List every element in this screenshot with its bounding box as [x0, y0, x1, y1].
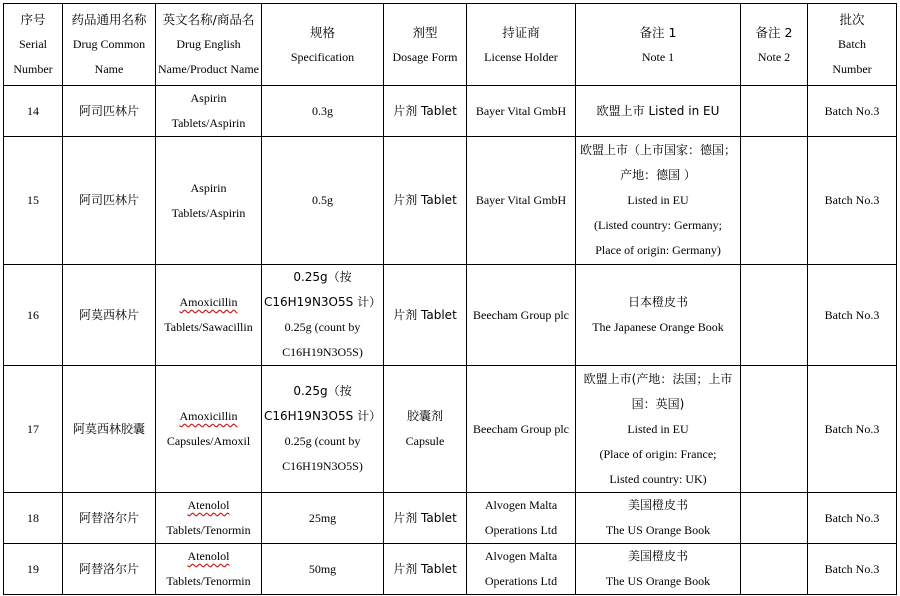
- cell-specification: 0.5g: [262, 137, 384, 265]
- cell-batch: Batch No.3: [808, 544, 897, 595]
- cell-dosage-form: 片剂 Tablet: [384, 544, 467, 595]
- cell-dosage-form: 片剂 Tablet: [384, 137, 467, 265]
- cell-license-holder: Alvogen Malta Operations Ltd: [467, 493, 576, 544]
- cell-note1: 日本橙皮书 The Japanese Orange Book: [576, 265, 741, 366]
- cell-note2: [741, 137, 808, 265]
- cell-specification: 0.3g: [262, 86, 384, 137]
- cell-dosage-form: 胶囊剂 Capsule: [384, 366, 467, 493]
- cell-serial: 18: [4, 493, 63, 544]
- header-common-name: 药品通用名称 Drug Common Name: [63, 4, 156, 86]
- cell-note2: [741, 544, 808, 595]
- cell-common-name: 阿替洛尔片: [63, 544, 156, 595]
- cell-common-name: 阿司匹林片: [63, 137, 156, 265]
- cell-english-name: Aspirin Tablets/Aspirin: [156, 86, 262, 137]
- header-note2: 备注 2 Note 2: [741, 4, 808, 86]
- table-row: [4, 137, 897, 265]
- header-serial: 序号 Serial Number: [4, 4, 63, 86]
- cell-english-name: Amoxicillin Capsules/Amoxil: [156, 366, 262, 493]
- cell-note1: 欧盟上市(产地：法国；上市 国：英国) Listed in EU (Place of origin: France; Listed country: UK): [576, 366, 741, 493]
- cell-common-name: 阿莫西林片: [63, 265, 156, 366]
- cell-note1: 欧盟上市 Listed in EU: [576, 86, 741, 137]
- header-license-holder: 持证商 License Holder: [467, 4, 576, 86]
- cell-english-name: Aspirin Tablets/Aspirin: [156, 137, 262, 265]
- cell-batch: Batch No.3: [808, 493, 897, 544]
- cell-specification: 50mg: [262, 544, 384, 595]
- cell-common-name: 阿司匹林片: [63, 86, 156, 137]
- cell-dosage-form: 片剂 Tablet: [384, 493, 467, 544]
- cell-specification: 0.25g（按 C16H19N3O5S 计） 0.25g (count by C16H19N3O5S): [262, 366, 384, 493]
- cell-batch: Batch No.3: [808, 366, 897, 493]
- cell-license-holder: Bayer Vital GmbH: [467, 137, 576, 265]
- cell-english-name: Atenolol Tablets/Tenormin: [156, 493, 262, 544]
- cell-note1: 欧盟上市（上市国家：德国； 产地：德国 ） Listed in EU (Listed country: Germany; Place of origin: Germany): [576, 137, 741, 265]
- cell-serial: 17: [4, 366, 63, 493]
- table-row: [4, 265, 897, 366]
- header-row: [4, 4, 897, 86]
- cell-english-name: Amoxicillin Tablets/Sawacillin: [156, 265, 262, 366]
- cell-dosage-form: 片剂 Tablet: [384, 86, 467, 137]
- cell-serial: 14: [4, 86, 63, 137]
- drug-registry-table: [3, 3, 897, 595]
- cell-serial: 19: [4, 544, 63, 595]
- cell-batch: Batch No.3: [808, 265, 897, 366]
- cell-common-name: 阿替洛尔片: [63, 493, 156, 544]
- cell-batch: Batch No.3: [808, 86, 897, 137]
- cell-serial: 15: [4, 137, 63, 265]
- header-note1: 备注 1 Note 1: [576, 4, 741, 86]
- header-english-name: 英文名称/商品名 Drug English Name/Product Name: [156, 4, 262, 86]
- cell-note2: [741, 493, 808, 544]
- cell-specification: 25mg: [262, 493, 384, 544]
- cell-dosage-form: 片剂 Tablet: [384, 265, 467, 366]
- header-specification: 规格 Specification: [262, 4, 384, 86]
- table-row: [4, 544, 897, 595]
- cell-serial: 16: [4, 265, 63, 366]
- header-batch: 批次 Batch Number: [808, 4, 897, 86]
- cell-license-holder: Bayer Vital GmbH: [467, 86, 576, 137]
- cell-license-holder: Alvogen Malta Operations Ltd: [467, 544, 576, 595]
- cell-note2: [741, 86, 808, 137]
- cell-common-name: 阿莫西林胶囊: [63, 366, 156, 493]
- cell-note1: 美国橙皮书 The US Orange Book: [576, 544, 741, 595]
- cell-note1: 美国橙皮书 The US Orange Book: [576, 493, 741, 544]
- cell-specification: 0.25g（按 C16H19N3O5S 计） 0.25g (count by C16H19N3O5S): [262, 265, 384, 366]
- table-row: [4, 493, 897, 544]
- cell-license-holder: Beecham Group plc: [467, 366, 576, 493]
- cell-license-holder: Beecham Group plc: [467, 265, 576, 366]
- header-dosage-form: 剂型 Dosage Form: [384, 4, 467, 86]
- cell-batch: Batch No.3: [808, 137, 897, 265]
- table-row: [4, 366, 897, 493]
- table-row: [4, 86, 897, 137]
- cell-note2: [741, 366, 808, 493]
- cell-english-name: Atenolol Tablets/Tenormin: [156, 544, 262, 595]
- cell-note2: [741, 265, 808, 366]
